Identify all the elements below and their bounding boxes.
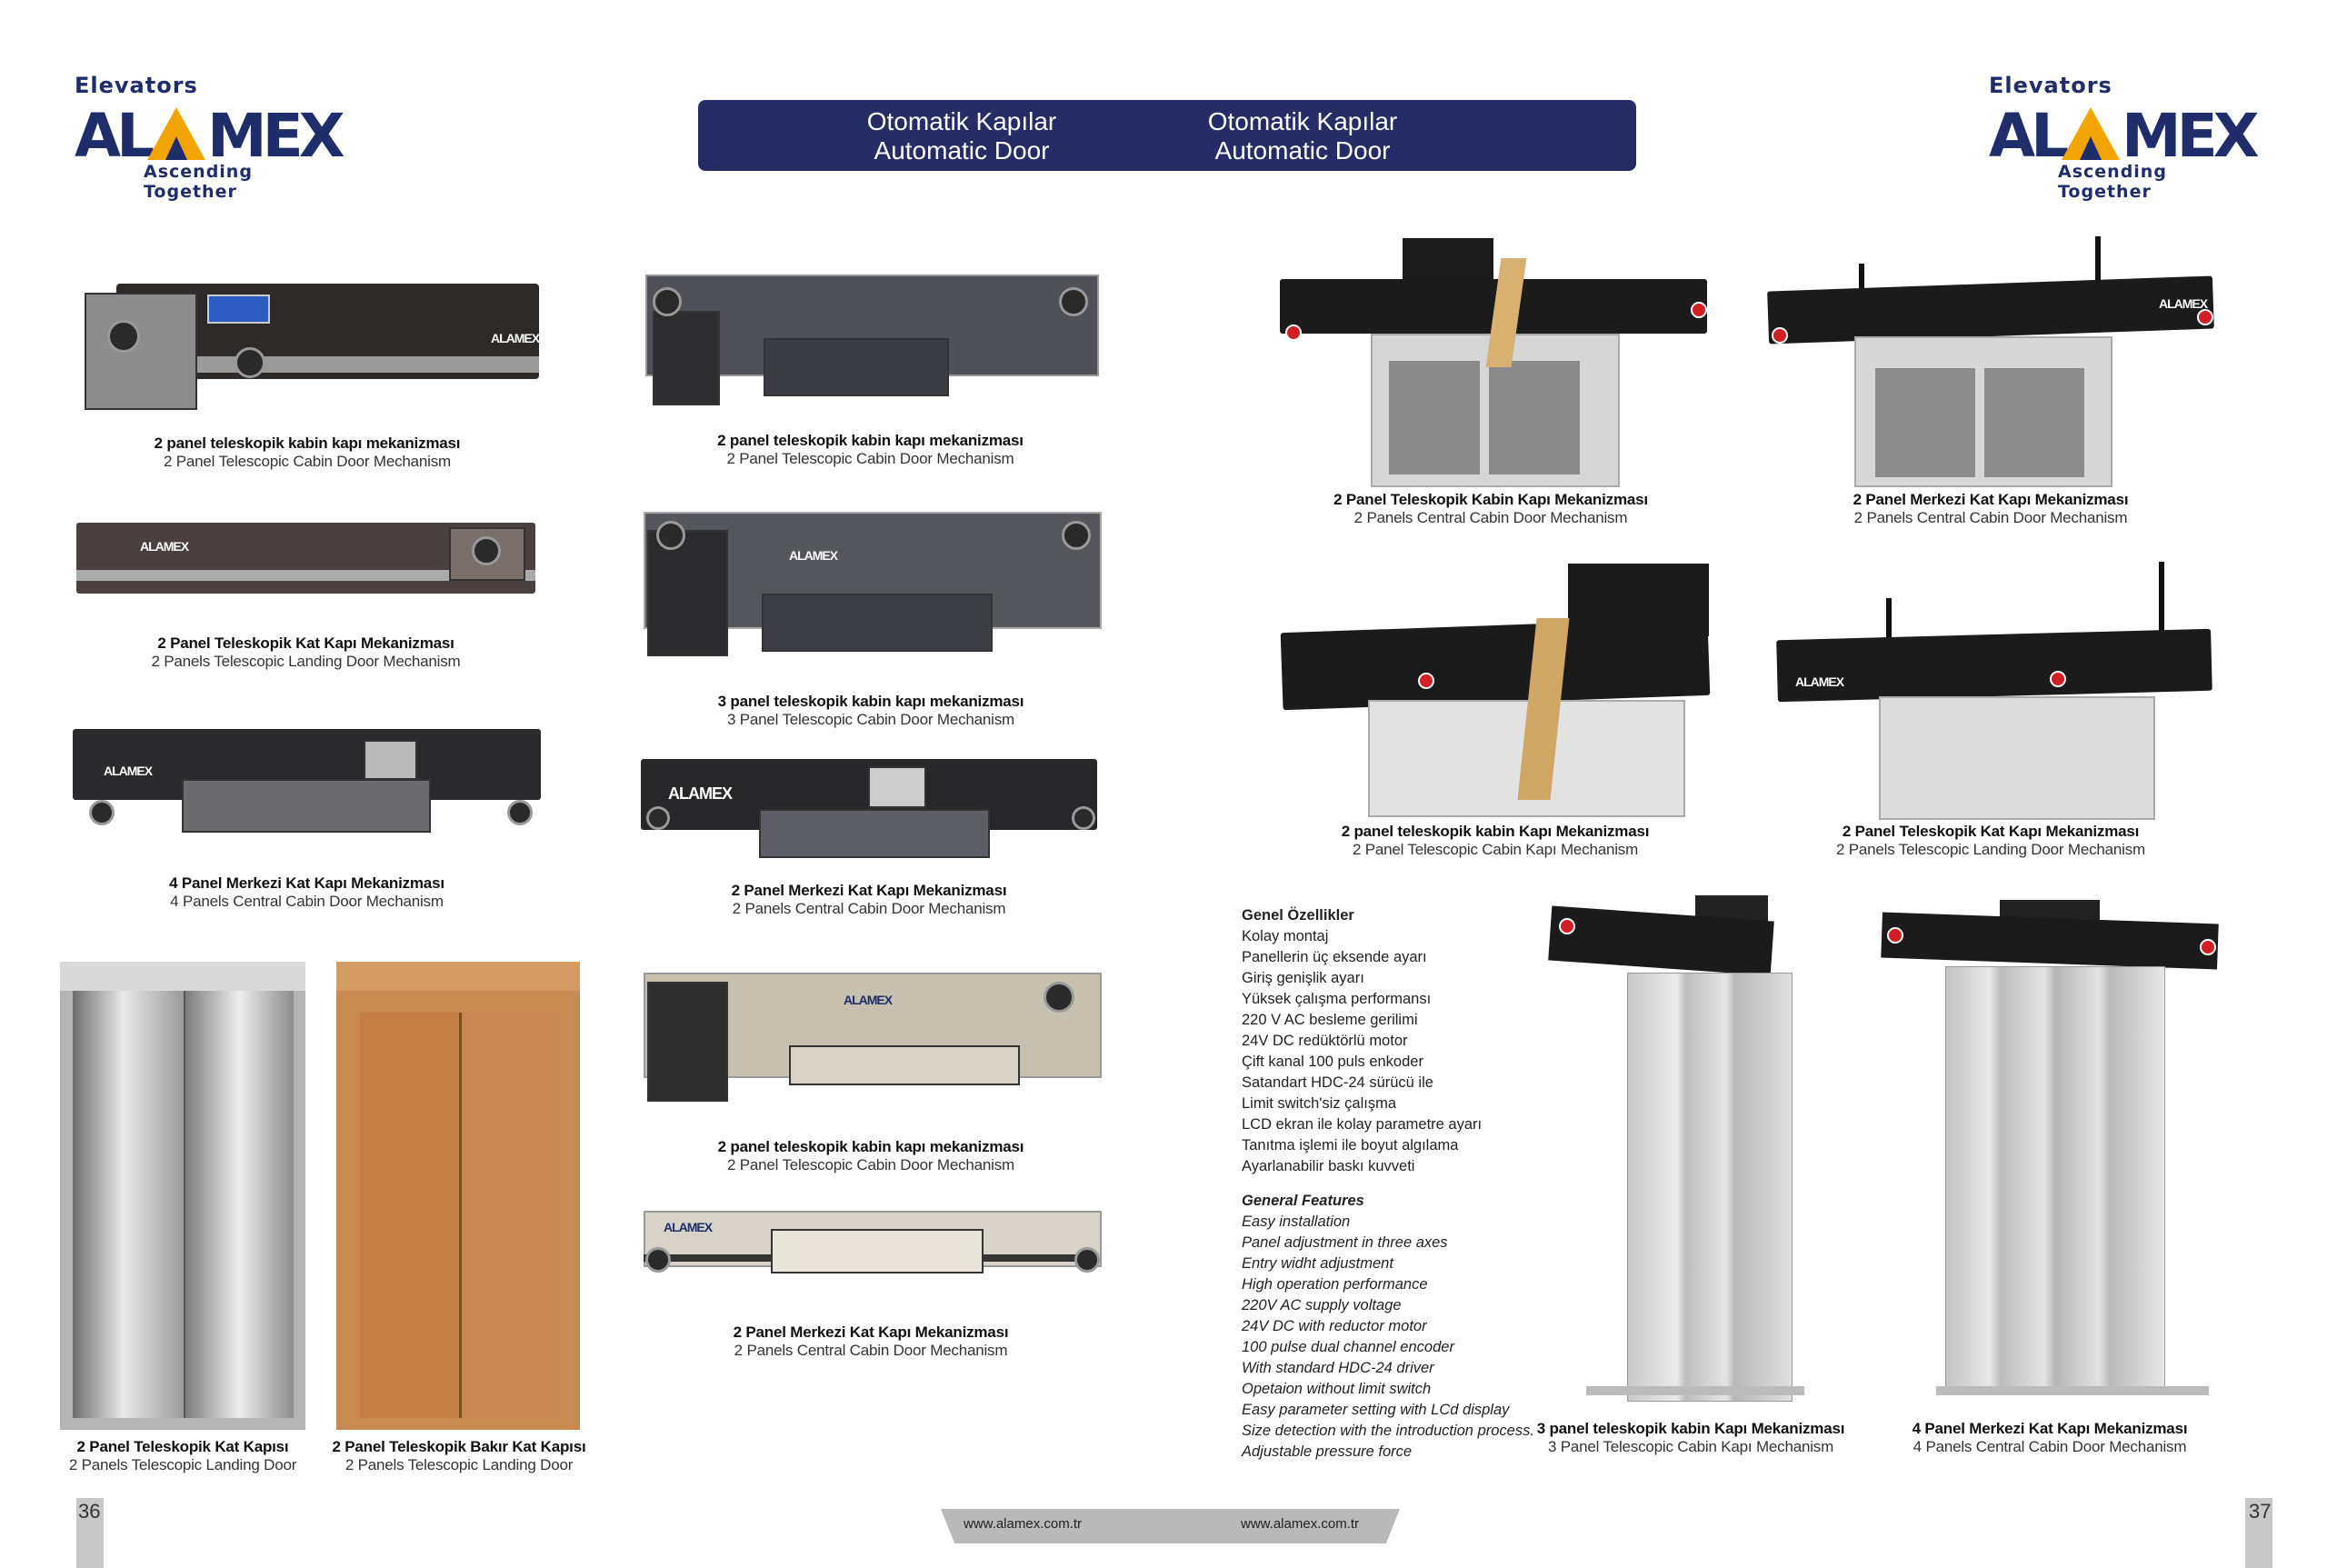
- feature-item: High operation performance: [1242, 1276, 1428, 1293]
- caption-p7: [644, 1138, 1098, 1174]
- features-list-en: [1242, 1191, 1542, 1463]
- mechanism-image: ALAMEX: [641, 759, 1097, 857]
- header-left: [834, 107, 1089, 165]
- mechanism-image: ALAMEX: [644, 973, 1098, 1109]
- caption-title: 2 Panel Teleskopik Kat Kapı Mekanizması: [1842, 823, 2140, 840]
- caption-subtitle: 3 Panel Telescopic Cabin Door Mechanism: [727, 711, 1014, 728]
- mechanism-image: ALAMEX: [80, 284, 539, 420]
- svg-text:MEX: MEX: [2122, 101, 2255, 164]
- caption-title: 2 Panel Teleskopik Kat Kapı Mekanizması: [157, 634, 454, 652]
- logo-tagline: Ascending Together: [2058, 162, 2167, 202]
- caption-p9: [1273, 491, 1709, 527]
- header-right: [1175, 107, 1430, 165]
- feature-item: Giriş genişlik ayarı: [1242, 970, 1364, 986]
- mechanism-image: [1550, 895, 1809, 1413]
- feature-item: Entry widht adjustment: [1242, 1255, 1393, 1272]
- caption-title: 2 panel teleskopik kabin kapı mekanizması: [154, 434, 461, 452]
- feature-item: 220V AC supply voltage: [1242, 1297, 1402, 1313]
- logo-wordmark: [75, 100, 347, 164]
- caption-subtitle: 2 Panels Telescopic Landing Door: [68, 1456, 297, 1473]
- logo-wordmark: [1989, 100, 2262, 164]
- header-title-tr: Otomatik Kapılar: [1207, 107, 1398, 135]
- svg-text:AL: AL: [1989, 101, 2065, 164]
- caption-subtitle: 4 Panels Central Cabin Door Mechanism: [170, 893, 444, 910]
- feature-item: Easy parameter setting with LCd display: [1242, 1402, 1510, 1418]
- caption-p11: [1282, 823, 1709, 859]
- features-heading-tr: Genel Özellikler: [1242, 907, 1354, 924]
- features-list-tr: [1242, 905, 1533, 1177]
- caption-subtitle: 2 Panels Central Cabin Door Mechanism: [1353, 509, 1628, 526]
- caption-title: 2 panel teleskopik kabin kapı mekanizması: [717, 432, 1024, 449]
- mechanism-image: [1882, 895, 2218, 1413]
- page-number-left: 36: [78, 1500, 101, 1523]
- caption-title: 2 Panel Merkezi Kat Kapı Mekanizması: [733, 1323, 1009, 1341]
- brand-logo-right: [1989, 73, 2262, 202]
- door-image-copper: [336, 962, 580, 1430]
- feature-item: 24V DC redüktörlü motor: [1242, 1033, 1408, 1049]
- mechanism-image: ALAMEX: [1768, 236, 2213, 484]
- caption-title: 2 Panel Teleskopik Kat Kapısı: [76, 1438, 289, 1455]
- footer-url-right[interactable]: www.alamex.com.tr: [1241, 1516, 1360, 1532]
- feature-item: Kolay montaj: [1242, 928, 1329, 944]
- caption-door2: [327, 1438, 591, 1474]
- caption-subtitle: 2 Panel Telescopic Cabin Door Mechanism: [727, 1156, 1014, 1174]
- feature-item: 100 pulse dual channel encoder: [1242, 1339, 1454, 1355]
- mechanism-image: ALAMEX: [1777, 562, 2212, 816]
- mechanism-image: ALAMEX: [644, 512, 1098, 657]
- page-number-right: 37: [2249, 1500, 2272, 1523]
- svg-text:MEX: MEX: [207, 101, 341, 164]
- brand-logo-left: [75, 73, 347, 202]
- mechanism-image: ALAMEX: [76, 523, 535, 594]
- feature-item: Yüksek çalışma performansı: [1242, 991, 1432, 1007]
- caption-p14: [1877, 1420, 2222, 1456]
- caption-subtitle: 2 Panels Central Cabin Door Mechanism: [734, 1342, 1008, 1359]
- feature-item: Opetaion without limit switch: [1242, 1381, 1432, 1397]
- caption-subtitle: 2 Panel Telescopic Cabin Door Mechanism: [726, 450, 1014, 467]
- caption-title: 3 panel teleskopik kabin Kapı Mekanizması: [1536, 1420, 1845, 1437]
- caption-subtitle: 2 Panels Telescopic Landing Door Mechanism: [151, 653, 461, 670]
- caption-p6: [641, 882, 1097, 918]
- mechanism-image: [645, 275, 1095, 409]
- feature-item: LCD ekran ile kolay parametre ayarı: [1242, 1116, 1483, 1133]
- logo-elevators-text: Elevators: [75, 73, 198, 98]
- features-items-tr: [1242, 926, 1533, 1177]
- feature-item: Size detection with the introduction process.: [1242, 1423, 1534, 1439]
- caption-subtitle: 4 Panels Central Cabin Door Mechanism: [1913, 1438, 2187, 1455]
- mechanism-image: [1282, 564, 1709, 814]
- caption-p3: [73, 874, 541, 911]
- caption-title: 2 panel teleskopik kabin Kapı Mekanizması: [1341, 823, 1650, 840]
- header-title-en: Automatic Door: [874, 136, 1050, 165]
- header-banner: [698, 100, 1636, 171]
- mechanism-image: [1280, 238, 1707, 484]
- caption-title: 2 Panel Teleskopik Kabin Kapı Mekanizması: [1333, 491, 1648, 508]
- caption-title: 4 Panel Merkezi Kat Kapı Mekanizması: [169, 874, 444, 892]
- caption-subtitle: 3 Panel Telescopic Cabin Kapı Mechanism: [1547, 1438, 1834, 1455]
- caption-title: 4 Panel Merkezi Kat Kapı Mekanizması: [1912, 1420, 2188, 1437]
- feature-item: Panellerin üç eksende ayarı: [1242, 949, 1427, 965]
- caption-p10: [1768, 491, 2213, 527]
- caption-subtitle: 2 Panels Central Cabin Door Mechanism: [732, 900, 1006, 917]
- caption-p8: [644, 1323, 1098, 1360]
- caption-subtitle: 2 Panels Central Cabin Door Mechanism: [1853, 509, 2128, 526]
- feature-item: Limit switch'siz çalışma: [1242, 1095, 1397, 1112]
- feature-item: Panel adjustment in three axes: [1242, 1234, 1448, 1251]
- caption-title: 3 panel teleskopik kabin kapı mekanizması: [717, 693, 1024, 710]
- svg-text:AL: AL: [75, 101, 151, 164]
- caption-subtitle: 2 Panel Telescopic Cabin Kapı Mechanism: [1352, 841, 1639, 858]
- features-heading-en: General Features: [1242, 1193, 1364, 1209]
- features-items-en: [1242, 1212, 1542, 1463]
- caption-p2: [76, 634, 535, 671]
- feature-item: Tanıtma işlemi ile boyut algılama: [1242, 1137, 1459, 1154]
- feature-item: 24V DC with reductor motor: [1242, 1318, 1427, 1334]
- logo-tagline: Ascending Together: [144, 162, 253, 202]
- caption-p12: [1768, 823, 2213, 859]
- caption-subtitle: 2 Panel Telescopic Cabin Door Mechanism: [164, 453, 451, 470]
- caption-p1: [80, 434, 534, 471]
- header-title-en: Automatic Door: [1214, 136, 1391, 165]
- door-image-stainless: [60, 962, 305, 1430]
- feature-item: Easy installation: [1242, 1213, 1351, 1230]
- logo-elevators-text: Elevators: [1989, 73, 2112, 98]
- feature-item: 220 V AC besleme gerilimi: [1242, 1012, 1418, 1028]
- feature-item: Çift kanal 100 puls enkoder: [1242, 1054, 1423, 1070]
- caption-title: 2 Panel Merkezi Kat Kapı Mekanizması: [1853, 491, 2129, 508]
- caption-door1: [51, 1438, 315, 1474]
- caption-p13: [1536, 1420, 1845, 1456]
- mechanism-image: ALAMEX: [73, 729, 541, 831]
- feature-item: Adjustable pressure force: [1242, 1443, 1413, 1460]
- feature-item: Ayarlanabilir baskı kuvveti: [1242, 1158, 1415, 1174]
- caption-subtitle: 2 Panels Telescopic Landing Door: [345, 1456, 574, 1473]
- caption-p4: [645, 432, 1095, 468]
- mechanism-image: ALAMEX: [644, 1211, 1098, 1288]
- feature-item: With standard HDC-24 driver: [1242, 1360, 1434, 1376]
- caption-title: 2 Panel Teleskopik Bakır Kat Kapısı: [332, 1438, 586, 1455]
- feature-item: Satandart HDC-24 sürücü ile: [1242, 1074, 1433, 1091]
- caption-title: 2 panel teleskopik kabin kapı mekanizması: [717, 1138, 1024, 1155]
- header-title-tr: Otomatik Kapılar: [866, 107, 1057, 135]
- caption-subtitle: 2 Panels Telescopic Landing Door Mechanism: [1836, 841, 2145, 858]
- caption-p5: [644, 693, 1098, 729]
- caption-title: 2 Panel Merkezi Kat Kapı Mekanizması: [731, 882, 1007, 899]
- footer-url-left[interactable]: www.alamex.com.tr: [964, 1516, 1083, 1532]
